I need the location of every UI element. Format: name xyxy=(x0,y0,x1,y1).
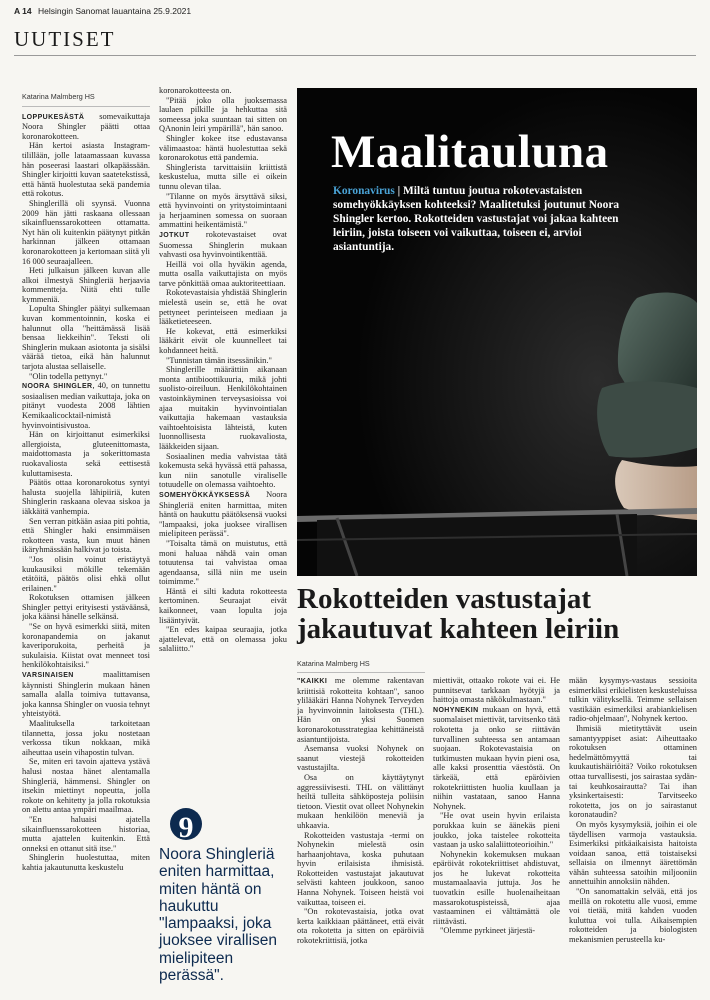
paragraph-text: "Olemme pyrkineet järjestä- xyxy=(440,926,536,936)
paragraph-text: "Jos olisin voinut eristäytyä kuukausiksi mökille tekemään etätöitä, päätös olisi ehkä ollut erilainen." xyxy=(22,554,150,593)
paragraph-text: He kokevat, että esimerkiksi lääkärit eivät ole kuunnelleet tai kohdanneet heitä. xyxy=(159,326,287,356)
paragraph xyxy=(433,705,560,812)
paragraph-text: Nohynekin kokemuksen mukaan epäröivät rokotekriittiset ahdistuvat, jos he lukevat rokotteita mustamaalaavia juttuja. Jos he tuovatkin esille huolenaiheitaan massarokotuspisteissä, ajaa vastaaminen ei välttämättä ole riittävästi. xyxy=(433,849,560,926)
paragraph-text: Rokotevastaisia yhdistää Shinglerin mielestä usein se, että he ovat pettyneet perinteiseen mediaan ja lääketieteeseen. xyxy=(159,288,287,327)
story2-byline: Katarina Malmberg HS xyxy=(297,659,370,668)
paragraph-text: Shinglerille määrättiin aikanaan monta antibioottikuuria, mikä johti suolisto-oireiluun. Henkilökohtainen vastoinkäyminen terveysasioissa voi ajaa muitakin hyvinvointialan vaikuttajia hakemaan vastauksia vaihtoehtoisista lähteistä, kuten luonnollisesta ruokavaliosta, lääkkeiden sijaan. xyxy=(159,365,287,451)
paragraph-text: Heillä voi olla hyväkin agenda, mutta osalla vaikuttajista on myös tarve pönkittää omaa auktoriteettiaan. xyxy=(159,259,287,288)
paragraph xyxy=(159,86,287,96)
paragraph-text: , 40, on tunnettu sosiaalisen median vaikuttaja, joka on pitänyt vuodesta 2008 lähtien Kemikaalicocktail-nimistä hyvinvointisivustoa. xyxy=(22,381,150,430)
paragraph-text: Hän kertoi asiasta Instagram-tilillään, jolle lataamassaan kuvassa hän poseerasi laastari olkapäässään. Shingler kirjoitti kuvan saatetekstissä, että häntä huolestutaa sekä pandemia että rokotus. xyxy=(22,141,150,199)
paragraph xyxy=(22,853,150,872)
paragraph-text: Ihmisiä mietityttävät usein samantyyppiset asiat: Aiheuttaako rokotuksen ottaminen hedelmättömyyttä tai kuukautishäiriöitä? Voiko rokotuksen ottaa turvallisesti, jos sairastaa sydän- tai keuhkosairautta? Tai ihan yksinkertaisesti: Tarvitseeko rokotetta, jos on jo sairastanut koronataudin? xyxy=(569,723,697,820)
paragraph-text: Rokotteiden vastustaja -termi on Nohynekin mielestä osin harhaanjohtava, koska puhutaan hyvin erilaisista ihmisistä. Rokotteiden vastustajat jakautuvat selvästi kahteen joukkoon, sanoo Hanna Nohynek. Toiseen heistä voi vaikuttaa, toiseen ei. xyxy=(297,830,424,907)
masthead: Helsingin Sanomat lauantaina 25.9.2021 xyxy=(38,6,192,16)
story1-byline: Katarina Malmberg HS xyxy=(22,92,150,107)
paragraph-text: "Olin todella pettynyt." xyxy=(29,371,108,381)
paragraph xyxy=(22,381,150,430)
story1-column-1 xyxy=(22,92,150,990)
paragraph xyxy=(22,622,150,670)
feature-photo xyxy=(297,88,697,576)
paragraph xyxy=(22,593,150,622)
paragraph xyxy=(159,490,287,539)
paragraph xyxy=(569,724,697,820)
pull-quote: Noora Shingleriä eniten harmittaa, miten häntä on haukuttu "lampaaksi, joka juoksee virallisen mielipiteen perässä". xyxy=(159,846,278,985)
paragraph xyxy=(22,112,150,142)
paragraph xyxy=(433,676,560,705)
paragraph-text: Asemansa vuoksi Nohynek on saanut viestejä rokotteiden vastustajilta. xyxy=(297,744,424,773)
story2-column-1 xyxy=(297,676,424,994)
paragraph-text: "He ovat usein hyvin erilaista porukkaa kuin se äänekäs pieni joukko, joka taistelee rokotteita vastaan ja usko salaliittoteorioihin." xyxy=(433,811,560,850)
story2-column-2 xyxy=(433,676,560,994)
paragraph xyxy=(159,288,287,326)
feature-title: Maalitauluna xyxy=(331,126,609,178)
lead-caps: NOHYNEKIN xyxy=(433,706,479,714)
paragraph-text: rokotevastaiset ovat Suomessa Shinglerin mukaan vahvasti osa hyvinvointikenttää. xyxy=(159,229,287,260)
paragraph-text: somevaikuttaja Noora Shingler päätti ottaa koronarokotteen. xyxy=(22,111,150,141)
paragraph xyxy=(297,831,424,908)
paragraph-text: Heti julkaisun jälkeen kuvan alle alkoi ilmestyä Shingleriä herjaavia kommentteja. Niitä ehti tulle kymmeniä. xyxy=(22,266,150,304)
section-title: UUTISET xyxy=(14,27,116,51)
paragraph xyxy=(22,478,150,516)
paragraph xyxy=(159,230,287,260)
story2-c4-body xyxy=(433,676,560,936)
story1-column-2 xyxy=(159,86,287,798)
paragraph-text: maalittamisen käynnisti Shinglerin mukaan hänen samalla alalla toimiva tuttavansa, joka kannsa Shingler on vuosia tehnyt yhteistyötä. xyxy=(22,670,150,719)
paragraph-text: Shinglerista tarvittaisiin kriittistä keskustelua, mutta sille ei oikein tunnu olevan tilaa. xyxy=(159,162,287,191)
paragraph xyxy=(569,887,697,945)
paragraph-text: "Tilanne on myös ärsyttävä siksi, että hyvinvointi on yritystoimintaani ja herjaaminen somessa on suoraan ammattini heikentämistä." xyxy=(159,191,287,230)
paragraph xyxy=(22,815,150,853)
lead-caps: LOPPUKESÄSTÄ xyxy=(22,113,85,121)
paragraph-text: mään kysymys-vastaus sessioita esimerkiksi erikielisten keskusteluissa tulkin välityksellä. Teimme sellaisen vastikään esimerkiksi arabiankielisen radio-ohjelmaan", Nohynek kertoo. xyxy=(569,676,697,724)
story2-byline-rule xyxy=(297,672,425,673)
page-number: A 14 xyxy=(14,6,32,16)
paragraph-text: "Pitää joko olla juoksemassa laulaen pilkille ja hehkuttaa sitä someessa joka suuntaan tai sitten on QAnonin leiri ympärillä", hän sanoo. xyxy=(159,95,287,134)
paragraph-text: Shinglerin huolestuttaa, miten kahtia jakautunutta keskustelu xyxy=(22,853,150,872)
paragraph xyxy=(159,260,287,289)
paragraph-text: "Toisalta tämä on muistutus, että moni haluaa nähdä vain oman totuutensa tai vahvistaa omaa agendaansa, sillä niin me usein toimimme." xyxy=(159,538,287,587)
paragraph xyxy=(297,907,424,945)
story1-col2-body xyxy=(159,86,287,654)
paragraph-text: koronarokotteesta on. xyxy=(159,86,232,95)
paragraph-text: mukaan on hyvä, että suomalaiset miettivät, tarvitsenko tätä rokotetta ja onko se riittävän turvallinen suhteessa sen antamaan suojaan. Rokotevastaisia on tutkimusten mukaan hyvin pieni osa, alle kaksi prosenttia väestöstä. On tärkeää, että epäröivien rokotekriittisten huolia kuullaan ja niihin vastataan, sanoo Hanna Nohynek. xyxy=(433,704,560,811)
paragraph xyxy=(159,327,287,356)
paragraph xyxy=(159,96,287,134)
paragraph xyxy=(22,199,150,266)
paragraph xyxy=(433,850,560,927)
paragraph-text: Noora Shingleriä eniten harmittaa, miten häntä on haukuttu päätöksensä vuoksi "lampaaksi, joka juoksee virallisen mielipiteen perässä". xyxy=(159,489,287,539)
header-rule xyxy=(14,55,696,56)
paragraph xyxy=(22,670,150,719)
lead-caps: "KAIKKI xyxy=(297,678,328,685)
paragraph-text: "En edes kaipaa seuraajia, jotka ajattelevat, että on olemassa joku salaliitto." xyxy=(159,625,287,654)
paragraph xyxy=(569,820,697,887)
masthead-bar xyxy=(14,4,696,18)
lead-caps: VARSINAISEN xyxy=(22,672,74,680)
paragraph-text: me olemme rakentavan kriittisiä rokotteita kohtaan", sanoo ylilääkäri Hanna Nohynek Terveyden ja hyvinvoinnin laitoksesta (THL). Hän on yksi Suomen koronarokotusstrategiaa kehittäneistä asiantuntijoista. xyxy=(297,676,424,744)
story2-column-3 xyxy=(569,676,697,994)
paragraph xyxy=(433,811,560,849)
lead-caps: NOORA SHINGLER xyxy=(22,383,93,391)
paragraph-text: Lopulta Shingler päätyi sulkemaan kuvan kommentoinnin, koska ei halunnut olla "heittämässä lisää bensaa liekkeihin". Teksti oli Shinglerin mukaan asiotonta ja sisälsi väärää tietoa, eikä hän halunnut tarjota alustaa sellaiselle. xyxy=(22,304,150,372)
paragraph xyxy=(159,134,287,163)
paragraph xyxy=(159,192,287,230)
paragraph-text: Häntä ei silti kaduta rokotteesta kertominen. Seuraajat eivät kaikonneet, vaan lopulta joja lisääntyivät. xyxy=(159,586,287,625)
paragraph xyxy=(159,365,287,451)
story2-headline: Rokotteiden vastustajat jakautuvat kahteen leiriin xyxy=(297,583,620,645)
paragraph-text: On myös kysymyksiä, joihin ei ole täydellisen varmoja vastauksia. Esimerkiksi pitkäaikaisista haitoista voidaan sanoa, että toistaiseksi sellaisia on ilmennyt äärettömän vähän suhteessa satoihin miljooniin annettuihin annoksiin nähden. xyxy=(569,819,697,887)
paragraph xyxy=(159,539,287,587)
paragraph xyxy=(22,304,150,371)
paragraph-text: Shinglerillä oli syynsä. Vuonna 2009 hän jätti raskaana ollessaan sikainfluenssarokotteen ottamatta. Nyt hän oli kuitenkin päätynyt pitkän harkinnan jälkeen ottamaan koronarokotteen ja kertomaan siitä yli 16 000 seuraajalleen. xyxy=(22,198,150,266)
paragraph xyxy=(433,926,560,936)
paragraph xyxy=(22,266,150,304)
paragraph-text: "On rokotevastaisia, jotka ovat kerta kaikkiaan päättäneet, että eivät ota rokotetta ja sitten on epäröiviä rokotekriittisiä, jotka xyxy=(297,907,424,946)
paragraph xyxy=(159,356,287,366)
paragraph xyxy=(22,757,150,815)
paragraph xyxy=(22,555,150,593)
paragraph-text: Rokotuksen ottamisen jälkeen Shingler pettyi erityisesti ystäväänsä, joka käänsi hänelle selkänsä. xyxy=(22,593,150,622)
paragraph-text: Maalituksella tarkoitetaan tilannetta, jossa joku nostetaan verkossa tikun nokkaan, mikä aiheuttaa usein vihapostin tulvan. xyxy=(22,719,150,757)
lead-caps: SOMEHYÖKKÄYKSESSÄ xyxy=(159,491,251,499)
paragraph xyxy=(159,625,287,654)
paragraph-text: Sosiaalinen media vahvistaa tätä kokemusta sekä hyvässä että pahassa, kun niin sanotulle viraliselle totuudelle on olemassa vaihtoehto. xyxy=(159,451,287,490)
paragraph xyxy=(22,517,150,555)
paragraph xyxy=(22,719,150,757)
paragraph-text: Shingler kokee itse edustavansa välimaastoa: häntä huolestuttaa sekä koronarokotus että pandemia. xyxy=(159,133,287,163)
paragraph xyxy=(22,372,150,382)
feature-kicker: Koronavirus xyxy=(333,185,395,197)
paragraph xyxy=(22,430,150,478)
paragraph-text: "Se on hyvä esimerkki siitä, miten koronapandemia on jakanut kaveriporukoita, perheitä ja sukulaisia. Kiistat ovat menneet tosi henkilökohtaisiksi." xyxy=(22,622,150,670)
lead-caps: JOTKUT xyxy=(159,231,190,239)
paragraph xyxy=(569,676,697,724)
paragraph-text: "En haluaisi ajatella sikainfluenssarokotteen historiaa, mutta ajattelen kuitenkin. Että onneksi en ottanut sitä itse." xyxy=(22,814,150,853)
feature-lead xyxy=(333,184,623,254)
paragraph-text: "Tunnistan tämän itsessänikin." xyxy=(166,355,272,365)
paragraph xyxy=(297,744,424,773)
paragraph-text: Hän on kirjoittanut esimerkiksi allergioista, gluteenittomasta, maidottomasta ja sokerittomasta ruokavaliosta sekä eettisestä kuluttamisesta. xyxy=(22,430,150,478)
paragraph-text: miettivät, ottaako rokote vai ei. He punnitsevat tarkkaan hyötyjä ja haittoja omasta näkökulmastaan." xyxy=(433,676,560,705)
story2-c3-body xyxy=(297,676,424,946)
paragraph-text: Päätös ottaa koronarokotus syntyi halusta suojella lähipiiriä, kuten Shinglerin raskaana olevaa siskoa ja iäkkäitä vanhempia. xyxy=(22,478,150,516)
paragraph-text: Se, miten eri tavoin ajatteva ystävä halusi nostaa hänet alentamalla Shingleriä, hämmensi. Shingler on itsekin miettinyt nopeutta, jolla rokote on kehitetty ja jolla rokotuksia on alettu antaa ympäri maailmaa. xyxy=(22,757,150,815)
paragraph-text: "On sanomattakin selvää, että jos meillä on rokotettu alle vuosi, emme voi tietää, mitä kahden vuoden kuluttua voi tulla. Aikaisempien rokotteiden ja biologisten mekanismien perusteella ku- xyxy=(569,887,697,945)
paragraph-text: Osa on käyttäytynyt aggressiivisesti. THL on välittänyt heiltä tulleita sähköposteja poliisin tietoon. Viestit ovat olleet Nohynekin mukaan henkilöön meneviä ja uhkaavia. xyxy=(297,772,424,830)
paragraph xyxy=(297,676,424,744)
story1-col1-body xyxy=(22,112,150,873)
paragraph xyxy=(22,141,150,199)
paragraph xyxy=(159,163,287,192)
quote-icon: 9 xyxy=(170,808,202,840)
paragraph xyxy=(159,587,287,625)
feature-lead-text: | Miltä tuntuu joutua rokotevastaisten somehyökkäyksen kohteeksi? Maalitetuksi joutunut Noora Shingler kertoo. Rokotteiden vastustajat voi jakaa kahteen leiriin, joista toiseen voi vaikuttaa, toiseen ei, arvioi asiantuntija. xyxy=(333,185,620,254)
story2-c5-body xyxy=(569,676,697,945)
paragraph xyxy=(297,773,424,831)
paragraph-text: Sen verran pitkään asiaa piti pohtia, että Shingler haki ensimmäisen rokotteen vasta, kun muut hänen ikäryhmässään halkivat jo toista. xyxy=(22,516,150,555)
paragraph xyxy=(159,452,287,490)
